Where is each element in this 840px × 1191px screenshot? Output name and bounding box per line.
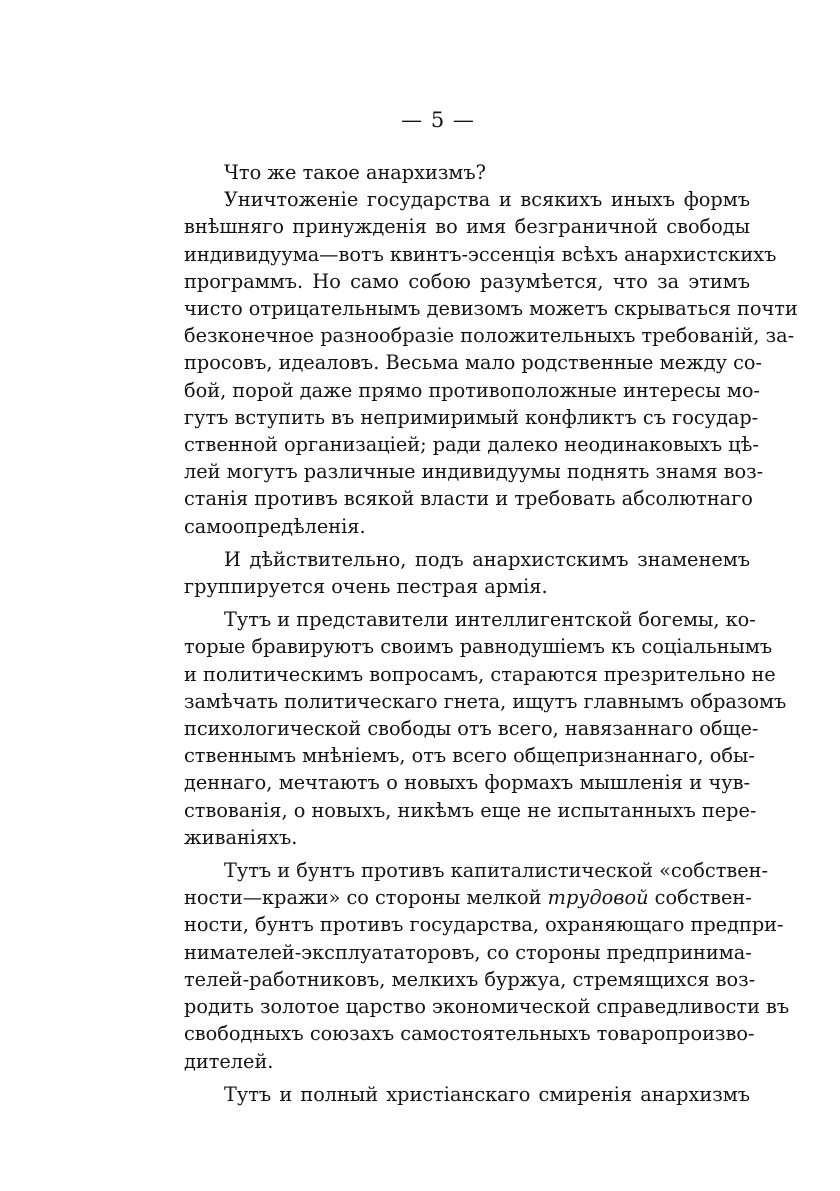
text-line: психологической свободы отъ всего, навязаннаго обще-	[184, 717, 759, 741]
text-fragment: ности—кражи» со стороны мелкой	[184, 886, 548, 910]
text-line: телей-работниковъ, мелкихъ буржуа, стремящихся воз-	[184, 967, 756, 991]
body-text	[144, 159, 798, 1108]
text-line: Тутъ и полный христіанскаго смиренія анархизмъ	[224, 1082, 750, 1106]
text-line: бой, порой даже прямо противоположные интересы мо-	[184, 378, 760, 402]
text-line: внѣшняго принужденія во имя безграничной свободы	[184, 215, 750, 239]
page-number: — 5 —	[401, 108, 475, 132]
text-line: И дѣйствительно, подъ анархистскимъ знаменемъ	[224, 547, 750, 571]
text-line: ственной организаціей; ради далеко неодинаковыхъ цѣ-	[184, 433, 759, 457]
text-line: группируется очень пестрая армія.	[184, 575, 548, 599]
emphasized-word: трудовой	[547, 886, 649, 910]
paragraph-army	[144, 546, 750, 600]
paragraph-bohemia	[144, 606, 787, 851]
text-line: лей могутъ различные индивидуумы поднять знамя воз-	[184, 460, 764, 484]
text-line: программъ. Но само собою разумѣется, что за этимъ	[184, 269, 750, 293]
text-line: Тутъ и представители интеллигентской богемы, ко-	[224, 608, 756, 632]
text-fragment: собствен-	[648, 886, 752, 910]
text-line: и политическимъ вопросамъ, стараются презрительно не	[184, 662, 776, 686]
text-line: индивидуума—вотъ квинтъ-эссенція всѣхъ анархистскихъ	[184, 242, 777, 266]
text-line: ности, бунтъ противъ государства, охраняющаго предпри-	[184, 913, 784, 937]
text-line: ственнымъ мнѣніемъ, отъ всего общепризнаннаго, обы-	[184, 744, 755, 768]
text-line: ствованія, о новыхъ, никѣмъ еще не испытанныхъ пере-	[184, 798, 757, 822]
text-line: нимателей-эксплуататоровъ, со стороны предпринима-	[184, 940, 752, 964]
text-line: гутъ вступить въ непримиримый конфликтъ съ государ-	[184, 405, 759, 429]
text-line-with-emphasis	[144, 884, 750, 911]
text-line: Что же такое анархизмъ?	[224, 161, 486, 184]
text-line: Тутъ и бунтъ противъ капиталистической «собствен-	[224, 859, 769, 883]
text-line: живаніяхъ.	[184, 825, 298, 849]
text-line: чисто отрицательнымъ девизомъ можетъ скрываться почти	[184, 297, 798, 321]
text-line: безконечное разнообразіе положительныхъ требованій, за-	[184, 324, 795, 348]
text-line: самоопредѣленія.	[184, 514, 366, 538]
paragraph-definition	[144, 186, 798, 540]
text-line: свободныхъ союзахъ самостоятельныхъ товаропроизво-	[184, 1022, 755, 1046]
text-line: замѣчать политическаго гнета, ищутъ главнымъ образомъ	[184, 689, 787, 713]
text-line: просовъ, идеаловъ. Весьма мало родственные между со-	[184, 351, 762, 375]
text-line: дителей.	[184, 1049, 274, 1073]
text-line: торые бравируютъ своимъ равнодушіемъ къ соціальнымъ	[184, 635, 773, 659]
paragraph-christian	[144, 1081, 750, 1108]
paragraph-revolt	[144, 857, 790, 1075]
text-line: станія противъ всякой власти и требовать абсолютнаго	[184, 487, 753, 511]
text-line: деннаго, мечтаютъ о новыхъ формахъ мышленія и чув-	[184, 771, 750, 795]
paragraph-question	[144, 159, 750, 186]
text-line: родить золотое царство экономической справедливости въ	[184, 995, 790, 1019]
text-line: Уничтоженіе государства и всякихъ иныхъ формъ	[224, 188, 750, 212]
